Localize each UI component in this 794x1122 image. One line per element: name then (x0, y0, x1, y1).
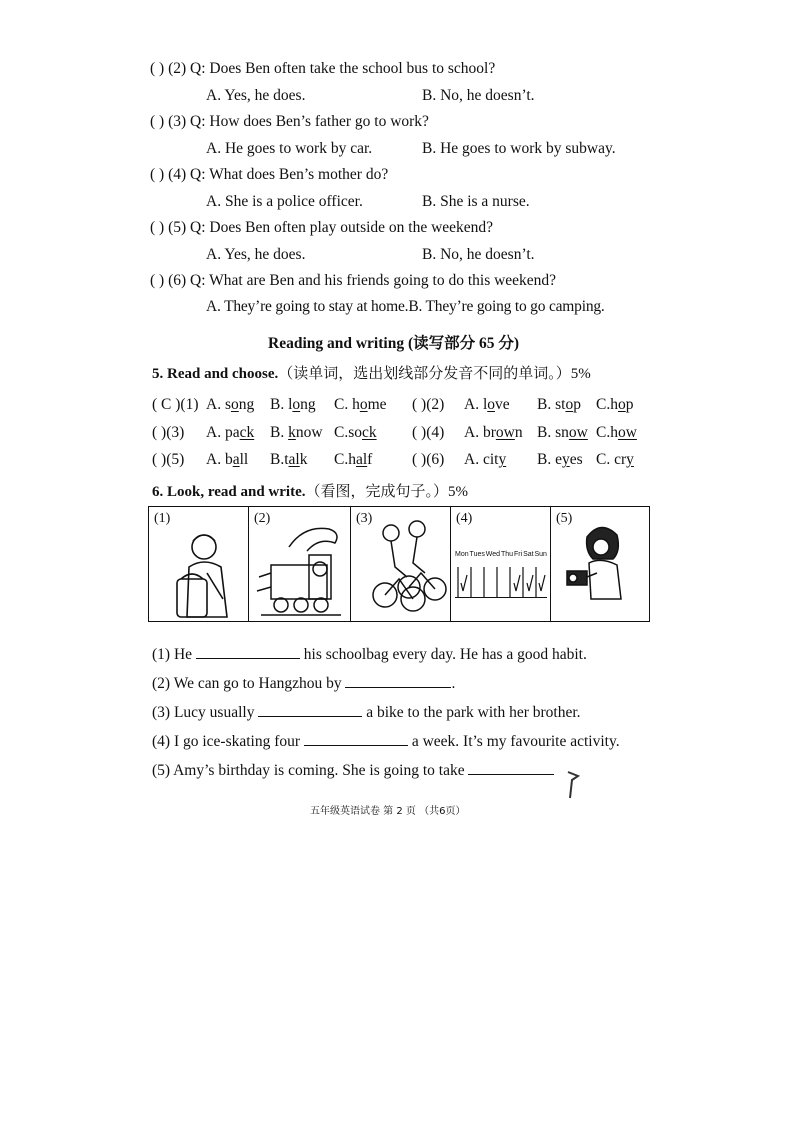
picture-1 (149, 507, 249, 621)
word-option-a (206, 396, 254, 414)
word-part: A. pa (206, 424, 240, 441)
option-b: B. He goes to work by subway. (422, 140, 616, 157)
answer-paren[interactable]: ( ) (150, 166, 165, 183)
answer-blank[interactable] (468, 760, 554, 775)
underlined-letters: o (617, 396, 626, 413)
underlined-letters: o (565, 396, 574, 413)
children-riding-bikes-icon (351, 507, 451, 621)
word-option-a (206, 424, 254, 442)
option-b: B. No, he doesn’t. (422, 87, 535, 104)
option-a: A. He goes to work by car. (206, 140, 373, 157)
question-text: Q: Does Ben often play outside on the weekend? (190, 219, 494, 236)
word-option-c (334, 424, 377, 442)
word-part: now (295, 424, 323, 441)
underlined-letters: o (487, 396, 495, 413)
underlined-letters: ow (495, 424, 515, 441)
sentence-5 (152, 760, 554, 780)
picture-label: (3) (356, 511, 373, 526)
word-option-c (334, 396, 387, 414)
calendar-marks (455, 561, 547, 597)
option-a-b-line (206, 298, 605, 316)
sentence-number: (2) (152, 675, 171, 692)
word-part: A. s (206, 396, 231, 413)
underlined-letters: k (288, 424, 296, 441)
question-text: Q: Does Ben often take the school bus to school? (190, 60, 496, 77)
word-option-b (270, 424, 323, 442)
picture-2 (249, 507, 351, 621)
underlined-letters: y (626, 451, 634, 468)
picture-label: (1) (154, 511, 171, 526)
word-option-c (596, 451, 634, 469)
option-a: A. They’re going to stay at home. (206, 298, 409, 315)
picture-label: (4) (456, 511, 473, 526)
word-part: B. (270, 424, 289, 441)
answer-paren[interactable]: ( ) (150, 219, 165, 236)
calendar-day-label: Sun (534, 551, 547, 558)
item-number: (6) (426, 451, 445, 468)
answer-paren[interactable]: ( ) (150, 60, 165, 77)
answer-paren[interactable]: ( ) (150, 272, 165, 289)
question-text: Q: How does Ben’s father go to work? (190, 113, 429, 130)
picture-5 (551, 507, 651, 621)
underlined-letters: ow (568, 424, 588, 441)
word-option-b (270, 451, 307, 469)
word-part: ll (239, 451, 249, 468)
sentence-before: I go ice-skating four (173, 733, 301, 750)
q5-item (412, 451, 634, 469)
word-option-a (206, 451, 248, 469)
answer-paren[interactable]: ( ) (412, 396, 427, 413)
calendar-day-label: Tues (469, 551, 485, 558)
word-option-c (596, 424, 637, 442)
word-part: C.so (334, 424, 362, 441)
sentence-number: (5) (152, 762, 171, 779)
answer-paren[interactable]: ( ) (152, 451, 167, 468)
underlined-letters: ow (617, 424, 637, 441)
sentence-before: We can go to Hangzhou by (173, 675, 342, 692)
word-part: C. cr (596, 451, 627, 468)
underlined-letters: o (230, 396, 239, 413)
word-part: A. b (206, 451, 233, 468)
answer-paren[interactable]: ( ) (412, 451, 427, 468)
underlined-letters: y (561, 451, 570, 468)
sentence-after: . (451, 675, 456, 692)
question-text: Q: What are Ben and his friends going to do this weekend? (190, 272, 557, 289)
underlined-letters: o (359, 396, 368, 413)
word-option-b (537, 451, 583, 469)
word-part: C.h (334, 451, 356, 468)
item-number: (2) (426, 396, 445, 413)
option-a: A. Yes, he does. (206, 246, 306, 263)
girl-with-camera-icon (551, 507, 651, 621)
question-3 (150, 113, 429, 131)
sentence-after: a week. It’s my favourite activity. (411, 733, 620, 750)
question-2 (150, 60, 495, 78)
sentence-1 (152, 644, 587, 664)
question-number: (3) (168, 113, 187, 130)
question-number: (2) (168, 60, 187, 77)
sentence-before: He (173, 646, 193, 663)
sentence-after: his schoolbag every day. He has a good habit. (303, 646, 587, 663)
word-option-b (270, 396, 316, 414)
scan-mark (566, 770, 576, 798)
word-part: me (367, 396, 387, 413)
word-part: A. br (464, 424, 496, 441)
weekly-calendar-icon (455, 551, 547, 598)
option-a: A. Yes, he does. (206, 87, 306, 104)
word-part: C.h (596, 424, 618, 441)
answer-blank[interactable] (258, 702, 362, 717)
q5-item (152, 396, 387, 414)
question-text: Q: What does Ben’s mother do? (190, 166, 389, 183)
q5-item (152, 424, 377, 442)
underlined-letters: al (355, 451, 368, 468)
option-b: B. She is a nurse. (422, 193, 530, 210)
option-b: B. They’re going to go camping. (408, 298, 605, 315)
underlined-letters: a (232, 451, 240, 468)
word-option-a (464, 451, 506, 469)
calendar-day-label: Sat (523, 551, 534, 558)
answer-paren[interactable]: ( ) (152, 424, 167, 441)
word-part: A. cit (464, 451, 499, 468)
calendar-days (455, 551, 547, 558)
underlined-letters: ck (362, 424, 377, 441)
item-number: (5) (166, 451, 185, 468)
option-a: A. She is a police officer. (206, 193, 363, 210)
word-part: C. h (334, 396, 360, 413)
word-option-a (464, 424, 523, 442)
picture-4 (451, 507, 551, 621)
word-part: B. st (537, 396, 566, 413)
question-4 (150, 166, 388, 184)
option-b: B. No, he doesn’t. (422, 246, 535, 263)
word-part: B. e (537, 451, 562, 468)
answer-paren[interactable]: ( ) (150, 113, 165, 130)
word-option-a (464, 396, 510, 414)
picture-3 (351, 507, 451, 621)
sentence-after: a bike to the park with her brother. (366, 704, 581, 721)
sentence-number: (3) (152, 704, 171, 721)
underlined-letters: al (288, 451, 300, 468)
calendar-day-label: Thu (500, 551, 514, 558)
word-part: es (569, 451, 583, 468)
q5-item (412, 424, 637, 442)
word-part: C.h (596, 396, 618, 413)
boy-packing-schoolbag-icon (149, 507, 249, 621)
word-option-c (596, 396, 633, 414)
calendar-day-label: Mon (455, 551, 469, 558)
q5-title: 5. Read and choose. (152, 366, 279, 382)
answer-blank[interactable] (304, 731, 408, 746)
word-part: B.t (270, 451, 289, 468)
question-5 (150, 219, 493, 237)
q6-title: 6. Look, read and write. (152, 484, 306, 500)
picture-label: (5) (556, 511, 573, 526)
word-part: B. sn (537, 424, 569, 441)
answer-paren[interactable]: ( C ) (152, 396, 181, 413)
word-part: B. l (270, 396, 293, 413)
train-icon (249, 507, 351, 621)
word-part: ve (495, 396, 510, 413)
sentence-number: (4) (152, 733, 171, 750)
sentence-3 (152, 702, 581, 722)
sentence-before: Lucy usually (173, 704, 255, 721)
underlined-letters: o (292, 396, 301, 413)
question-number: (4) (168, 166, 187, 183)
page-footer: 五年级英语试卷 第 2 页 （共6页） (310, 806, 466, 817)
calendar-day-label: Fri (513, 551, 523, 558)
sentence-4 (152, 731, 620, 751)
sentence-number: (1) (152, 646, 171, 663)
q5-item (152, 451, 373, 469)
word-part: A. l (464, 396, 488, 413)
underlined-letters: ck (239, 424, 255, 441)
word-part: f (367, 451, 373, 468)
word-option-c (334, 451, 372, 469)
word-part: p (625, 396, 634, 413)
word-option-b (537, 396, 581, 414)
word-option-b (537, 424, 588, 442)
sentence-before: Amy’s birthday is coming. She is going to take (173, 762, 465, 779)
section-title: Reading and writing (读写部分 65 分) (268, 335, 520, 352)
word-part: ng (300, 396, 316, 413)
question-6 (150, 272, 556, 290)
word-part: k (299, 451, 308, 468)
q5-item (412, 396, 634, 414)
item-number: (3) (166, 424, 185, 441)
answer-paren[interactable]: ( ) (412, 424, 427, 441)
word-part: n (514, 424, 523, 441)
underlined-letters: y (498, 451, 507, 468)
answer-blank[interactable] (196, 644, 300, 659)
q5-instruction: （读单词，选出划线部分发音不同的单词。）5% (278, 366, 591, 382)
calendar-day-label: Wed (485, 551, 501, 558)
q5-header (152, 362, 591, 383)
q6-instruction: （看图，完成句子。）5% (305, 484, 468, 500)
question-number: (6) (168, 272, 187, 289)
word-part: p (573, 396, 581, 413)
picture-label: (2) (254, 511, 271, 526)
q6-header (152, 480, 468, 501)
word-part: ng (238, 396, 255, 413)
item-number: (1) (180, 396, 199, 413)
picture-strip (148, 506, 650, 622)
sentence-2 (152, 673, 455, 693)
item-number: (4) (426, 424, 445, 441)
question-number: (5) (168, 219, 187, 236)
answer-blank[interactable] (345, 673, 451, 688)
